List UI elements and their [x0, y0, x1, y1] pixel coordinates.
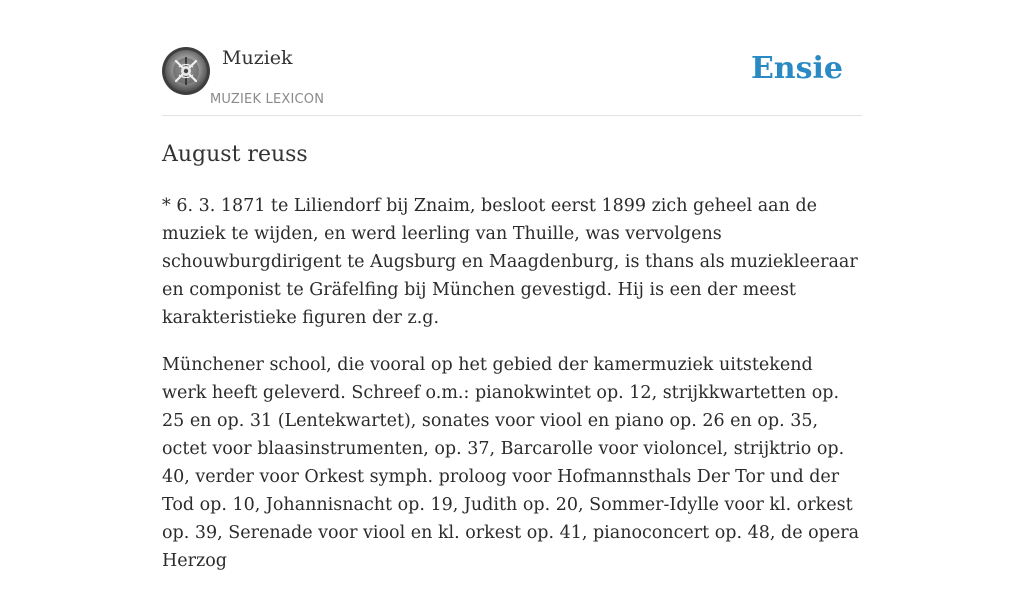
- page: [162, 0, 862, 571]
- article-body: [162, 192, 862, 594]
- article-paragraph: Münchener school, die vooral op het gebied der kamermuziek uitstekend werk heeft geleverd. Schreef o.m.: pianokwintet op. 12, strijkkwartetten op. 25 en op. 31 (Lentekwartet), sonates voor viool en piano op. 26 en op. 35, octet voor blaasinstrumenten, op. 37, Barcarolle voor violoncel, strijktrio op. 40, verder voor Orkest symph. proloog voor Hofmannsthals Der Tor und der Tod op. 10, Johannisnacht op. 19, Judith op. 20, Sommer-Idylle voor kl. orkest op. 39, Serenade voor viool en kl. orkest op. 41, pianoconcert op. 48, de opera Herzog: [162, 355, 860, 571]
- article-paragraph: * 6. 3. 1871 te Liliendorf bij Znaim, besloot eerst 1899 zich geheel aan de muziek te wijden, en werd leerling van Thuille, was vervolgens schouwburgdirigent te Augsburg en Maagdenburg, is thans als muziekleeraar en componist te Gräfelfing bij München gevestigd. Hij is een der meest karakteristieke figuren der z.g.: [162, 196, 858, 328]
- site-title[interactable]: Muziek: [222, 47, 293, 69]
- site-header: [162, 0, 862, 116]
- brand-logo-link[interactable]: Ensie: [750, 51, 843, 86]
- article-title: August reuss: [162, 142, 308, 167]
- music-emblem-icon[interactable]: [162, 47, 210, 95]
- site-subtitle: MUZIEK LEXICON: [210, 92, 325, 107]
